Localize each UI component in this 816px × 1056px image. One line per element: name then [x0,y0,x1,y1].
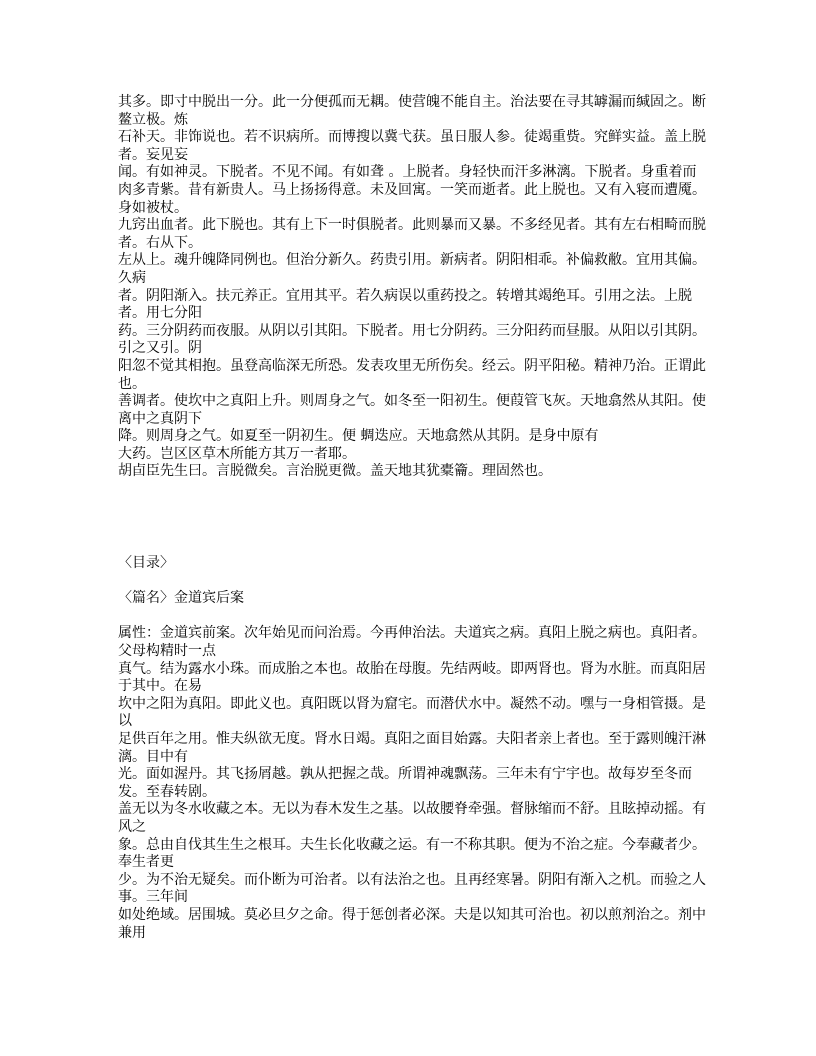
text-line: 足供百年之用。惟夫纵欲无度。肾水日竭。真阳之面目始露。夫阳者亲上者也。至于露则魄汗淋漓。目中有 [118,731,706,765]
text-line: 属性：金道宾前案。次年始见而问治焉。今再伸治法。夫道宾之病。真阳上脱之病也。真阳者。父母构精时一点 [118,625,706,660]
section-current-case [118,625,706,942]
text-line: 光。面如渥丹。其飞扬屑越。孰从把握之哉。所谓神魂飘荡。三年未有宁宇也。故每岁至冬而发。至春转剧。 [118,766,692,800]
text-line: 者。阴阳渐入。扶元养正。宜用其平。若久病误以重药投之。转增其竭绝耳。引用之法。上脱者。用七分阳 [118,287,692,322]
toc-label: 〈目录〉 [118,555,174,572]
text-line: 坎中之阳为真阳。即此义也。真阳既以肾为窟宅。而潜伏水中。凝然不动。嘿与一身相管摄。是以 [118,695,706,730]
text-line: 石补天。非饰说也。若不识病所。而博搜以冀弋获。虽日服人参。徒竭重赀。究鲜实益。盖上脱者。妄见妄 [118,129,706,163]
text-line: 其多。即寸中脱出一分。此一分便孤而无耦。使营魄不能自主。治法要在寻其罅漏而缄固之。断鳌立极。炼 [118,94,706,128]
text-line: 降。则周身之气。如夏至一阴初生。便 蜩迭应。天地翕然从其阴。是身中原有 [118,428,599,445]
document-page [118,94,706,942]
text-line: 药。三分阴药而夜服。从阴以引其阳。下脱者。用七分阴药。三分阳药而昼服。从阳以引其阴。引之又引。阴 [118,322,706,357]
text-line: 如处绝域。居围城。莫必旦夕之命。得于惩创者必深。夫是以知其可治也。初以煎剂治之。剂中兼用 [118,906,706,941]
text-line: 大药。岂区区草木所能方其万一者耶。 [118,445,356,462]
text-line: 左从上。魂升魄降同例也。但治分新久。药贵引用。新病者。阴阳相乖。补偏救敝。宜用其偏。久病 [118,252,706,286]
text-line: 少。为不治无疑矣。而仆断为可治者。以有法治之也。且再经寒暑。阴阳有渐入之机。而验之人事。三年间 [118,871,706,906]
text-line: 真气。结为露水小珠。而成胎之本也。故胎在母腹。先结两岐。即两肾也。肾为水脏。而真阳居于其中。在易 [118,660,706,695]
text-line: 善调者。使坎中之真阳上升。则周身之气。如冬至一阳初生。便葭管飞灰。天地翕然从其阳。使离中之真阴下 [118,393,706,427]
text-line: 盖无以为冬水收藏之本。无以为春木发生之基。以故腰脊牵强。督脉缩而不舒。且眩掉动摇。有风之 [118,801,706,835]
text-line: 阳忽不觉其相抱。虽登高临深无所恐。发表攻里无所伤矣。经云。阴平阳秘。精神乃治。正谓此也。 [118,357,706,392]
text-line: 九窍出血者。此下脱也。其有上下一时俱脱者。此则暴而又暴。不多经见者。其有左右相畸而脱者。右从下。 [118,217,706,251]
section-previous-case [118,94,706,481]
chapter-title: 〈篇名〉金道宾后案 [118,590,244,607]
text-line: 闻。有如神灵。下脱者。不见不闻。有如聋 。上脱者。身轻快而汗多淋漓。下脱者。身重着而肉多青紫。昔有新贵人。马上扬扬得意。未及回寓。一笑而逝者。此上脱也。又有入寝而遭魇。身如被杖。 [118,164,706,216]
text-line: 象。总由自伐其生生之根耳。夫生长化收藏之运。有一不称其职。便为不治之症。今奉藏者少。奉生者更 [118,836,706,871]
commentary-line: 胡卣臣先生曰。言脱微矣。言治脱更微。盖天地其犹橐籥。理固然也。 [118,463,552,480]
